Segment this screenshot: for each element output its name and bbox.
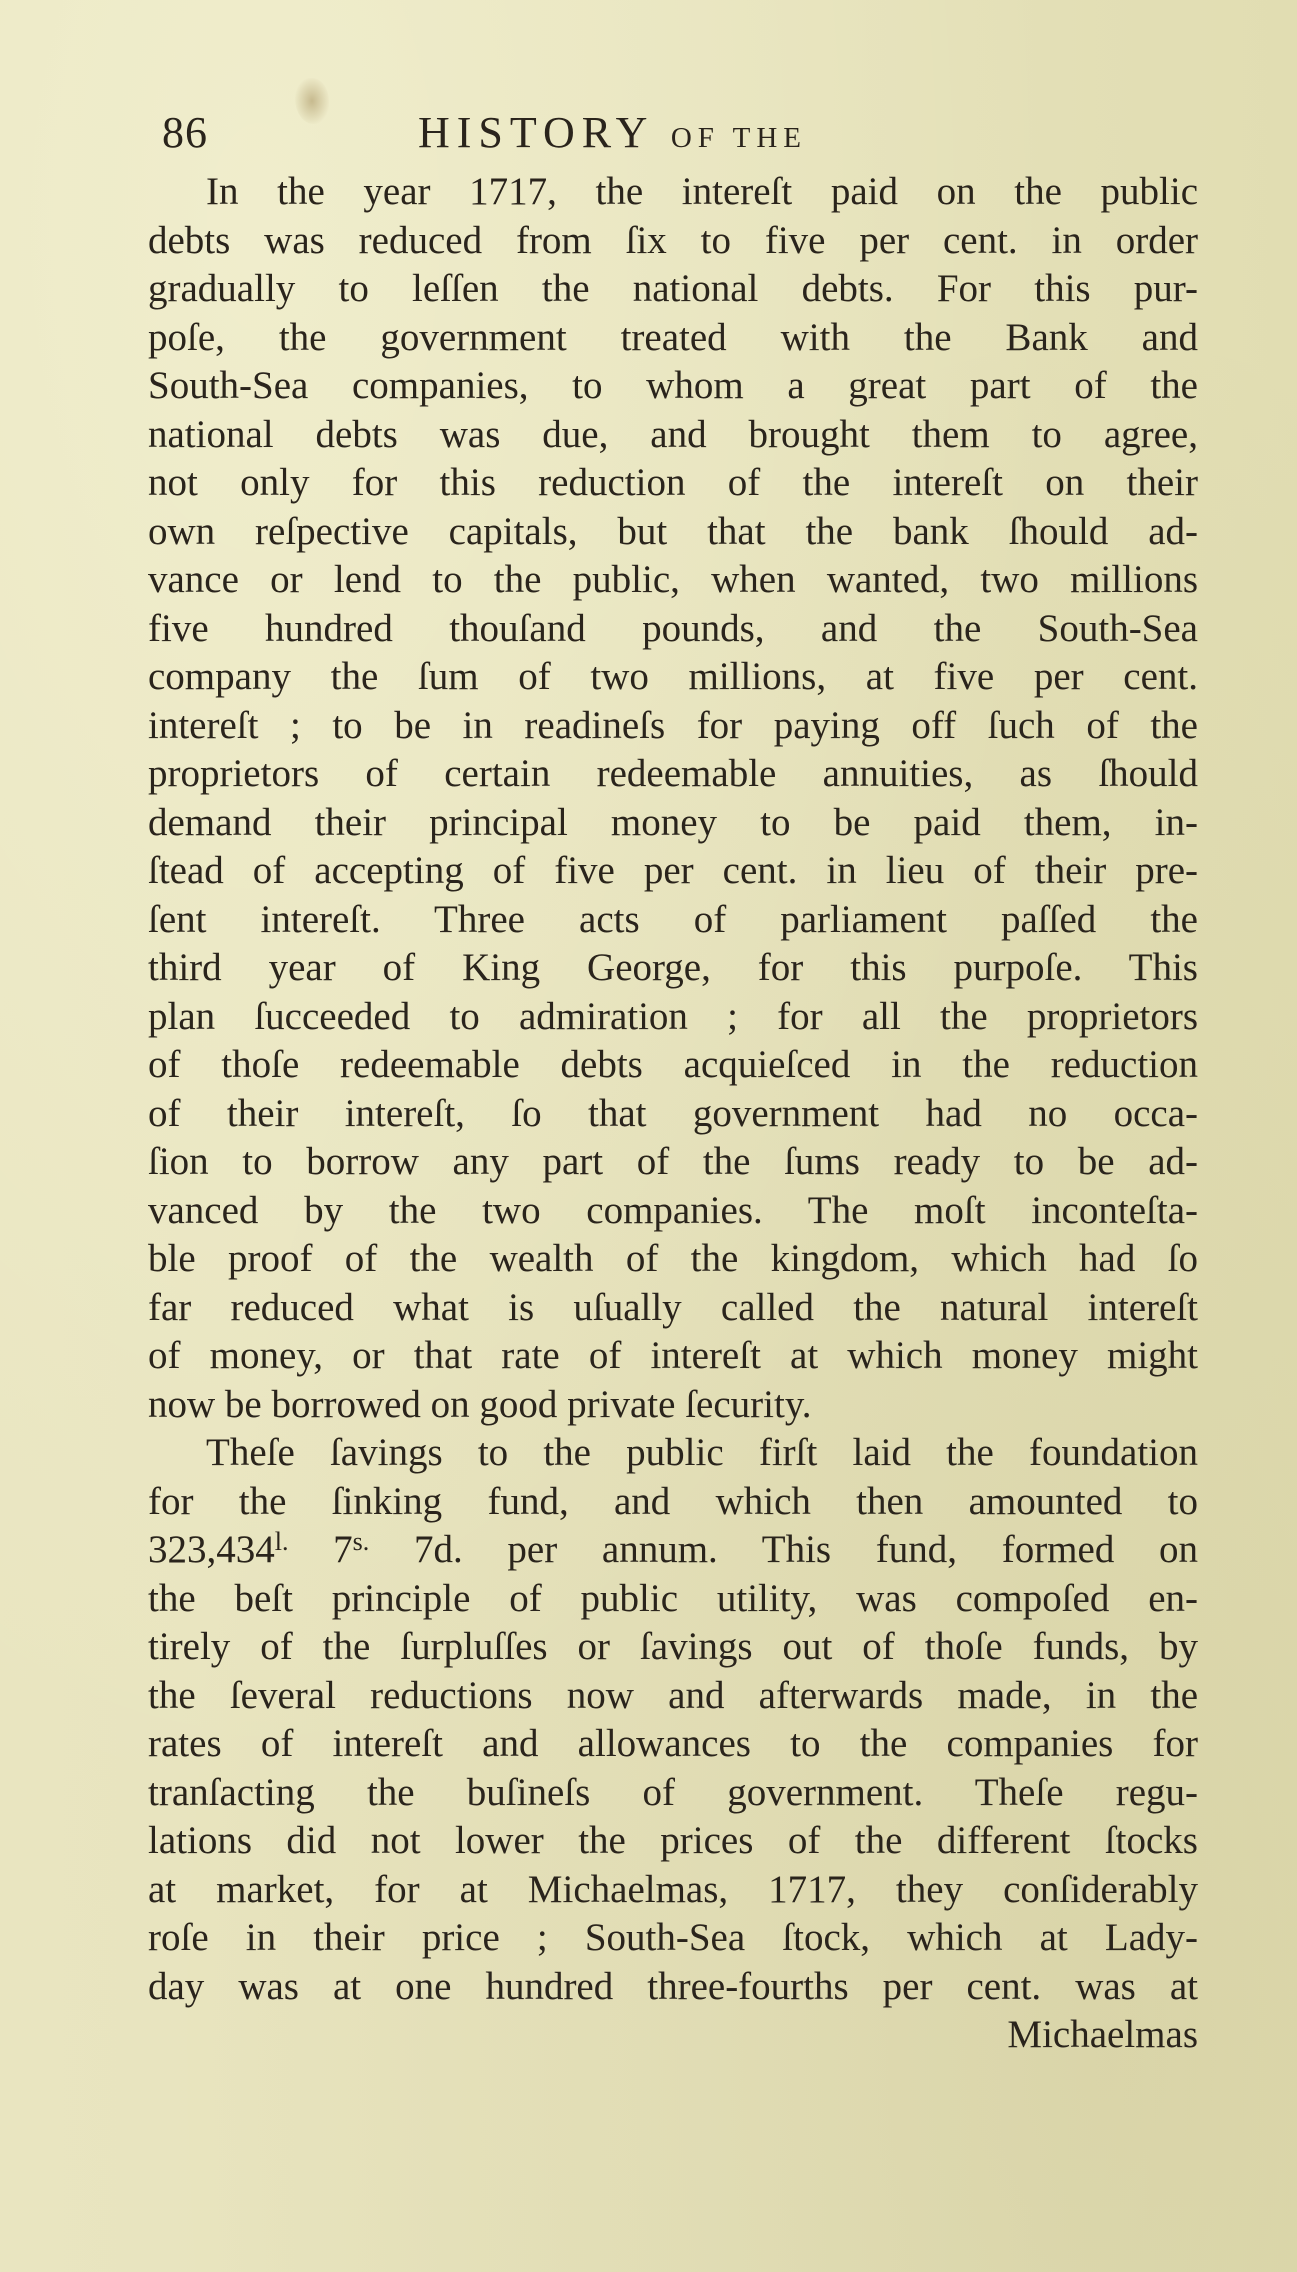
text-line: poſe, the government treated with the Bank and bbox=[148, 315, 1198, 359]
text-line: national debts was due, and brought them to agree, bbox=[148, 412, 1198, 456]
text-line: the ſeveral reductions now and afterwards made, in the bbox=[148, 1673, 1198, 1717]
text-line: Theſe ſavings to the public firſt laid the foundation bbox=[206, 1431, 1198, 1474]
text-line: day was at one hundred three-fourths per cent. was at bbox=[148, 1964, 1198, 2008]
amount-rest: per annum. This fund, formed on bbox=[507, 1528, 1199, 1571]
text-line: own reſpective capitals, but that the bank ſhould ad- bbox=[148, 509, 1198, 553]
amount-pounds: 323,434 bbox=[148, 1528, 275, 1571]
text-line: at market, for at Michaelmas, 1717, they conſiderably bbox=[148, 1867, 1198, 1911]
catchword: Michaelmas bbox=[1007, 2013, 1198, 2056]
text-line: gradually to leſſen the national debts. For this pur- bbox=[148, 267, 1198, 310]
body-text bbox=[148, 168, 1198, 2060]
amount-pence: 7d. bbox=[413, 1528, 463, 1571]
text-line: ble proof of the wealth of the kingdom, which had ſo bbox=[148, 1237, 1198, 1280]
text-line: debts was reduced from ſix to five per cent. in order bbox=[148, 218, 1198, 262]
text-line: third year of King George, for this purpoſe. This bbox=[148, 946, 1198, 989]
text-line: demand their principal money to be paid them, in- bbox=[148, 800, 1198, 844]
text-line: of their intereſt, ſo that government had no occa- bbox=[148, 1091, 1198, 1135]
text-line: ſion to borrow any part of the ſums ready to be ad- bbox=[148, 1140, 1198, 1183]
text-line: rates of intereſt and allowances to the companies for bbox=[148, 1722, 1198, 1765]
text-line: tranſacting the buſineſs of government. Theſe regu- bbox=[148, 1770, 1198, 1814]
text-line: vance or lend to the public, when wanted, two millions bbox=[148, 558, 1198, 601]
text-line: the beſt principle of public utility, was compoſed en- bbox=[148, 1576, 1198, 1620]
text-line: lations did not lower the prices of the different ſtocks bbox=[148, 1819, 1198, 1862]
text-line: of thoſe redeemable debts acquieſced in the reduction bbox=[148, 1043, 1198, 1086]
text-line: five hundred thouſand pounds, and the South-Sea bbox=[148, 606, 1198, 650]
text-line: company the ſum of two millions, at five per cent. bbox=[148, 655, 1198, 698]
text-line: South-Sea companies, to whom a great part of the bbox=[148, 364, 1198, 407]
amount-shillings: 7 bbox=[333, 1528, 353, 1571]
running-header bbox=[148, 103, 1148, 163]
text-line: not only for this reduction of the intereſt on their bbox=[148, 461, 1198, 504]
amount-line bbox=[148, 1526, 1198, 1575]
text-line: ſtead of accepting of five per cent. in lieu of their pre- bbox=[148, 849, 1198, 892]
running-head-small: OF THE bbox=[670, 122, 807, 154]
running-head-title bbox=[418, 103, 807, 168]
running-head-main: HISTORY bbox=[418, 108, 653, 157]
text-line: proprietors of certain redeemable annuities, as ſhould bbox=[148, 752, 1198, 795]
pounds-mark: l. bbox=[274, 1527, 289, 1556]
text-line: of money, or that rate of intereſt at which money might bbox=[148, 1334, 1198, 1377]
text-line: plan ſucceeded to admiration ; for all the proprietors bbox=[148, 994, 1198, 1038]
text-line: far reduced what is uſually called the natural intereſt bbox=[148, 1285, 1198, 1329]
text-line: ſent intereſt. Three acts of parliament paſſed the bbox=[148, 897, 1198, 941]
text-line: In the year 1717, the intereſt paid on the public bbox=[206, 170, 1198, 213]
text-line: for the ſinking fund, and which then amounted to bbox=[148, 1479, 1198, 1523]
shillings-mark: s. bbox=[352, 1527, 370, 1556]
text-line: intereſt ; to be in readineſs for paying off ſuch of the bbox=[148, 703, 1198, 747]
text-line: roſe in their price ; South-Sea ſtock, which at Lady- bbox=[148, 1916, 1198, 1959]
page-number: 86 bbox=[162, 108, 208, 157]
text-line: tirely of the ſurpluſſes or ſavings out of thoſe funds, by bbox=[148, 1625, 1198, 1668]
text-line: vanced by the two companies. The moſt inconteſta- bbox=[148, 1188, 1198, 1232]
text-line: now be borrowed on good private ſecurity. bbox=[148, 1382, 812, 1426]
